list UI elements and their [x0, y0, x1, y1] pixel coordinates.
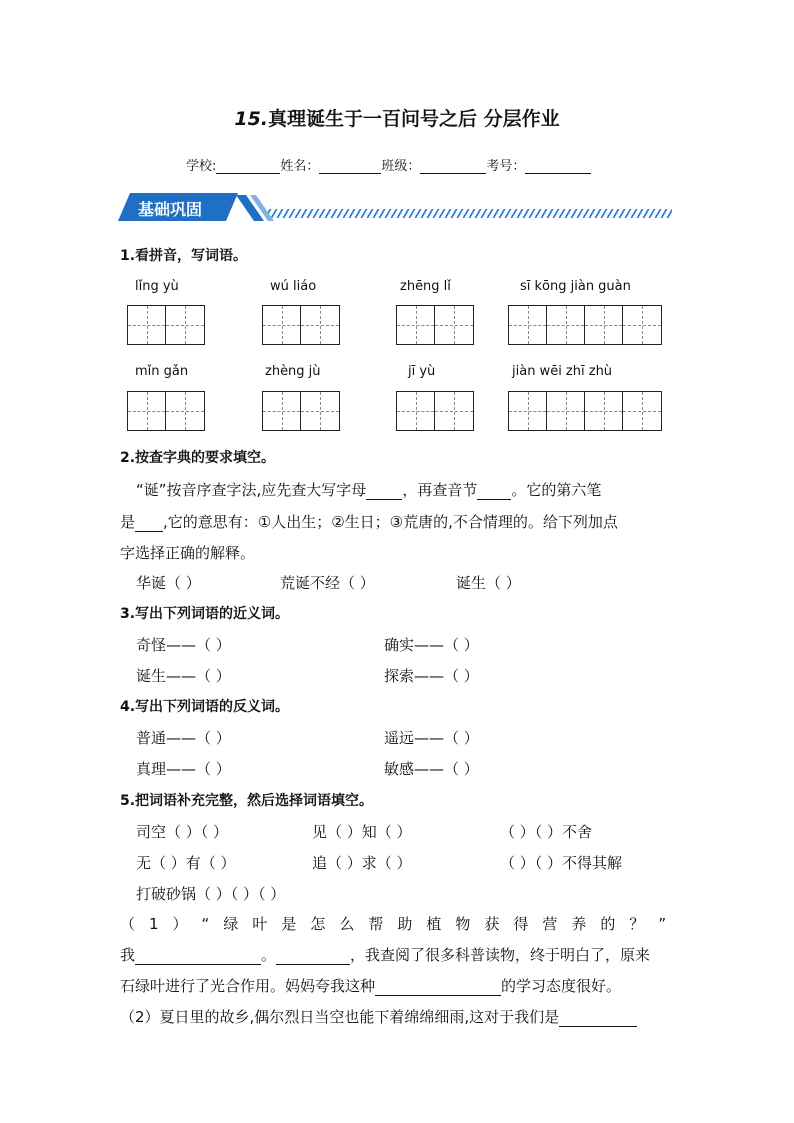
antonym-item[interactable]: 普通——（ ） — [136, 729, 231, 747]
option-huangdanbujing[interactable]: 荒诞不经（ ） — [280, 574, 375, 592]
idiom-item[interactable]: 司空（ ）（ ） — [136, 823, 229, 841]
pinyin-jiyu: jī yù — [408, 364, 436, 379]
idiom-item[interactable]: 追（ ）求（ ） — [312, 854, 412, 872]
idiom-item[interactable]: 见（ ）知（ ） — [312, 823, 412, 841]
pinyin-zhengli: zhēng lǐ — [400, 279, 451, 294]
antonym-item[interactable]: 真理——（ ） — [136, 760, 231, 778]
question-4-heading: 4.写出下列词语的反义词。 — [120, 699, 290, 715]
question-5-part-1-line-3: 石绿叶进行了光合作用。妈妈夸我这种 的学习态度很好。 — [120, 977, 622, 995]
pinyin-sikongjianguan: sī kōng jiàn guàn — [520, 279, 631, 294]
idiom-item[interactable]: （ ）（ ）不得其解 — [500, 854, 623, 872]
option-huadan[interactable]: 华诞（ ） — [136, 574, 201, 592]
blank-fill[interactable] — [135, 949, 261, 965]
synonym-item[interactable]: 探索——（ ） — [384, 667, 479, 685]
blank-syllable[interactable] — [477, 484, 511, 500]
pinyin-zhengju: zhèng jù — [265, 364, 321, 379]
option-dansheng[interactable]: 诞生（ ） — [456, 574, 521, 592]
writing-grid[interactable] — [508, 391, 662, 431]
writing-grid[interactable] — [127, 391, 205, 431]
idiom-item[interactable]: 无（ ）有（ ） — [136, 854, 236, 872]
synonym-item[interactable]: 确实——（ ） — [384, 636, 479, 654]
synonym-item[interactable]: 奇怪——（ ） — [136, 636, 231, 654]
pinyin-wuliao: wú liáo — [270, 279, 317, 294]
blank-fill[interactable] — [276, 949, 350, 965]
writing-grid[interactable] — [396, 305, 474, 345]
question-2-line-3: 字选择正确的解释。 — [120, 544, 256, 562]
idiom-item[interactable]: 打破砂锅（ ）（ ）（ ） — [136, 885, 286, 903]
blank-stroke[interactable] — [135, 516, 163, 532]
class-field[interactable] — [420, 159, 486, 174]
question-1-heading: 1.看拼音，写词语。 — [120, 248, 248, 264]
writing-grid[interactable] — [127, 305, 205, 345]
banner-label: 基础巩固 — [138, 200, 203, 219]
pinyin-mingan: mǐn gǎn — [135, 364, 189, 379]
question-2-heading: 2.按查字典的要求填空。 — [120, 450, 276, 466]
section-banner — [118, 191, 674, 224]
student-info-line: 学校: 姓名： 班级： 考号： — [186, 155, 591, 174]
name-field[interactable] — [319, 159, 381, 174]
idiom-item[interactable]: （ ）（ ）不舍 — [500, 823, 593, 841]
pinyin-lingyu: lǐng yù — [135, 279, 179, 294]
blank-letter[interactable] — [366, 484, 402, 500]
writing-grid[interactable] — [262, 391, 340, 431]
question-3-heading: 3.写出下列词语的近义词。 — [120, 606, 290, 622]
writing-grid[interactable] — [396, 391, 474, 431]
question-5-heading: 5.把词语补充完整，然后选择词语填空。 — [120, 793, 374, 809]
antonym-item[interactable]: 敏感——（ ） — [384, 760, 479, 778]
exam-number-field[interactable] — [525, 159, 591, 174]
question-5-part-1-line-2: 我 。 ，我查阅了很多科普读物，终于明白了，原来 — [120, 946, 651, 964]
writing-grid[interactable] — [508, 305, 662, 345]
writing-grid[interactable] — [262, 305, 340, 345]
pinyin-jianweizhizhu: jiàn wēi zhī zhù — [512, 364, 613, 379]
question-2-line-2: 是 ,它的意思有：①人出生；②生日；③荒唐的,不合情理的。给下列加点 — [120, 513, 618, 531]
question-5-part-1-line-1: （1）“绿叶是怎么帮助植物获得营养的？” — [120, 915, 681, 933]
question-2-line-1: “诞”按音序查字法,应先查大写字母 ，再查音节 。它的第六笔 — [136, 481, 602, 499]
blank-fill[interactable] — [559, 1011, 637, 1027]
question-5-part-2-line-1: （2）夏日里的故乡,偶尔烈日当空也能下着绵绵细雨,这对于我们是 — [120, 1006, 637, 1027]
school-field[interactable] — [216, 159, 280, 174]
blank-fill[interactable] — [375, 980, 501, 996]
page-title: 15.真理诞生于一百问号之后 分层作业 — [234, 108, 560, 130]
synonym-item[interactable]: 诞生——（ ） — [136, 667, 231, 685]
antonym-item[interactable]: 遥远——（ ） — [384, 729, 479, 747]
